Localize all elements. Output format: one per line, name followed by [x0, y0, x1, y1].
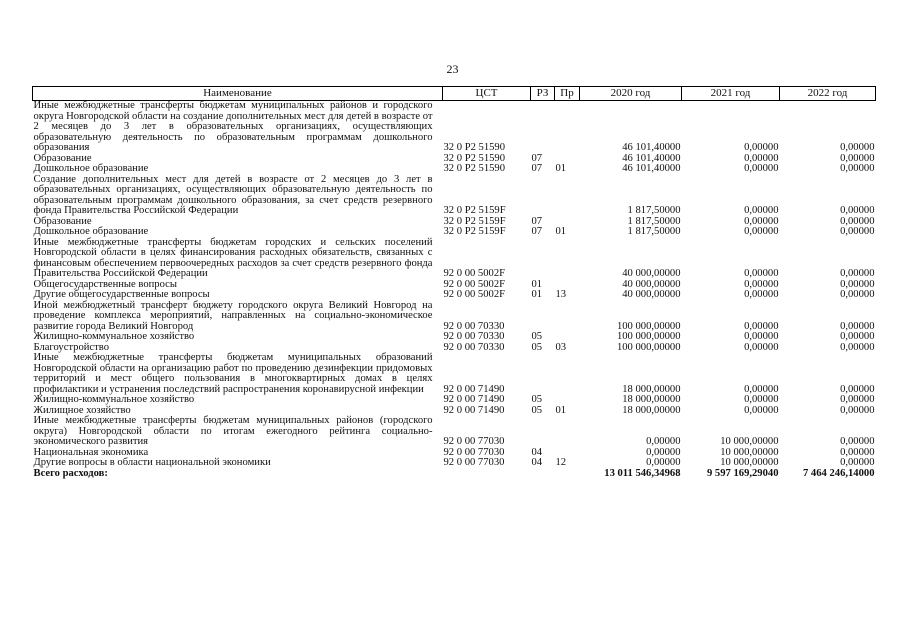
- cell-rz: [531, 238, 555, 280]
- cell-2020: 1 817,50000: [627, 215, 681, 227]
- cell-pr: 03: [555, 341, 567, 353]
- cell-pr: [555, 301, 580, 333]
- cell-name: Образование: [33, 215, 92, 227]
- cell-2021: 0,00000: [744, 289, 779, 300]
- cell-pr: [555, 416, 580, 448]
- cell-2021: 0,00000: [744, 163, 779, 174]
- cell-rz: 07: [531, 163, 543, 174]
- cell-rz: 04: [531, 446, 543, 458]
- cell-pr: 01: [555, 226, 567, 237]
- cell-2020: 40 000,00000: [622, 278, 681, 290]
- cell-2021: 0,00000: [744, 268, 779, 279]
- header-rz: РЗ: [531, 87, 555, 101]
- cell-2022: 0,00000: [840, 163, 875, 174]
- cell-2021: 0,00000: [744, 341, 779, 353]
- cell-name: Жилищно-коммунальное хозяйство: [33, 331, 195, 342]
- cell-2021: 0,00000: [744, 404, 779, 416]
- cell-cst: 92 0 00 70330: [443, 331, 505, 342]
- cell-2022: 0,00000: [840, 394, 875, 405]
- cell-2022: 0,00000: [840, 446, 875, 458]
- cell-2020: 0,00000: [646, 436, 681, 447]
- cell-name: Дошкольное образование: [33, 163, 149, 174]
- cell-cst: 32 0 P2 51590: [443, 152, 506, 164]
- header-2021: 2021 год: [682, 87, 780, 101]
- cell-2020: 40 000,00000: [622, 268, 681, 279]
- cell-2020: 18 000,00000: [622, 394, 681, 405]
- cell-cst: 92 0 00 5002F: [443, 268, 506, 279]
- total-2021: 9 597 169,29040: [706, 467, 779, 479]
- cell-2022: 0,00000: [840, 205, 875, 216]
- cell-2020: 46 101,40000: [622, 152, 681, 164]
- cell-2021: 0,00000: [744, 226, 779, 237]
- table-row: [33, 227, 876, 238]
- cell-2020: 18 000,00000: [622, 383, 681, 395]
- cell-rz: [531, 175, 555, 217]
- cell-cst: 92 0 00 71490: [443, 394, 505, 405]
- cell-2022: 0,00000: [840, 320, 875, 332]
- cell-rz: 05: [531, 331, 543, 342]
- table-body: [33, 101, 876, 469]
- cell-pr: 12: [555, 457, 567, 468]
- header-row: [33, 87, 876, 101]
- cell-2020: 100 000,00000: [616, 320, 681, 332]
- cell-rz: [531, 353, 555, 395]
- cell-2020: 46 101,40000: [622, 163, 681, 174]
- cell-pr: [555, 101, 580, 154]
- cell-name: Другие общегосударственные вопросы: [33, 289, 210, 300]
- cell-name: Иные межбюджетные трансферты бюджетам городских и сельских поселений Новгородской области в целях финансирования расходных обязательств, связанных с финансовым обеспечением первоочередных расходов за счет средств резервного фонда Правительства Российской Федерации: [33, 236, 433, 279]
- cell-pr: [555, 175, 580, 217]
- cell-2021: 0,00000: [744, 383, 779, 395]
- cell-rz: 04: [531, 457, 543, 468]
- cell-cst: 92 0 00 5002F: [443, 278, 506, 290]
- cell-rz: 05: [531, 404, 543, 416]
- cell-pr: [555, 395, 580, 406]
- cell-2022: 0,00000: [840, 341, 875, 353]
- cell-name: Иные межбюджетные трансферты бюджетам муниципальных образований Новгородской области на организацию работ по проведению дезинфекции придомовых территорий и мест общего пользования в многоквартирных домах в целях профилактики и устранения последствий распространения коронавирусной инфекции: [33, 352, 433, 395]
- header-2022: 2022 год: [780, 87, 876, 101]
- cell-cst: 92 0 00 77030: [443, 457, 505, 468]
- cell-rz: 01: [531, 278, 543, 290]
- cell-name: Другие вопросы в области национальной экономики: [33, 457, 271, 468]
- cell-2022: 0,00000: [840, 404, 875, 416]
- cell-rz: [531, 301, 555, 333]
- cell-cst: 92 0 00 70330: [443, 341, 505, 353]
- cell-2021: 0,00000: [744, 331, 779, 342]
- cell-pr: [555, 332, 580, 343]
- cell-2020: 46 101,40000: [622, 142, 681, 153]
- table-row: [33, 175, 876, 217]
- cell-name: Жилищно-коммунальное хозяйство: [33, 394, 195, 405]
- table-row: [33, 353, 876, 395]
- cell-2022: 0,00000: [840, 278, 875, 290]
- cell-rz: 01: [531, 289, 543, 300]
- cell-2021: 0,00000: [744, 152, 779, 164]
- cell-2022: 0,00000: [840, 383, 875, 395]
- page-number: 23: [446, 62, 459, 76]
- table-row: [33, 395, 876, 406]
- cell-pr: [555, 353, 580, 395]
- header-cst: ЦСТ: [443, 87, 531, 101]
- cell-2022: 0,00000: [840, 152, 875, 164]
- cell-name: Образование: [33, 152, 92, 164]
- total-cst: [443, 469, 531, 480]
- table-row: [33, 238, 876, 280]
- cell-2021: 10 000,00000: [720, 446, 779, 458]
- cell-rz: 05: [531, 341, 543, 353]
- total-pr: [555, 469, 580, 480]
- cell-cst: 32 0 P2 51590: [443, 142, 506, 153]
- cell-2020: 1 817,50000: [627, 205, 681, 216]
- cell-2021: 0,00000: [744, 278, 779, 290]
- cell-2022: 0,00000: [840, 436, 875, 447]
- cell-cst: 32 0 P2 5159F: [443, 226, 506, 237]
- header-name: Наименование: [33, 87, 443, 101]
- cell-2021: 10 000,00000: [720, 436, 779, 447]
- cell-rz: 07: [531, 152, 543, 164]
- table-row: [33, 164, 876, 175]
- cell-2020: 100 000,00000: [616, 341, 681, 353]
- cell-cst: 32 0 P2 5159F: [443, 215, 506, 227]
- cell-cst: 92 0 00 71490: [443, 404, 505, 416]
- cell-2022: 0,00000: [840, 289, 875, 300]
- cell-cst: 32 0 P2 51590: [443, 163, 506, 174]
- cell-name: Общегосударственные вопросы: [33, 278, 177, 290]
- cell-pr: 13: [555, 289, 567, 300]
- cell-2022: 0,00000: [840, 457, 875, 468]
- cell-name: Благоустройство: [33, 341, 109, 353]
- cell-2021: 0,00000: [744, 205, 779, 216]
- cell-name: Иные межбюджетные трансферты бюджетам муниципальных районов и городского округа Новгородской области на создание дополнительных мест для детей в возрасте от 2 месяцев до 3 лет в образовательных организациях, осуществляющих образовательную деятельность по образовательным программам дошкольного образования: [33, 100, 433, 153]
- cell-name: Жилищное хозяйство: [33, 404, 131, 416]
- cell-name: Иной межбюджетный трансферт бюджету городского округа Великий Новгород на проведение комплекса мероприятий, направленных на социально-экономическое развитие города Великий Новгород: [33, 299, 433, 332]
- cell-cst: 92 0 00 5002F: [443, 289, 506, 300]
- cell-cst: 32 0 P2 5159F: [443, 205, 506, 216]
- cell-2021: 0,00000: [744, 320, 779, 332]
- cell-2020: 40 000,00000: [622, 289, 681, 300]
- header-2020: 2020 год: [580, 87, 682, 101]
- cell-cst: 92 0 00 70330: [443, 320, 505, 332]
- cell-2020: 18 000,00000: [622, 404, 681, 416]
- budget-table: [32, 86, 876, 479]
- cell-rz: [531, 101, 555, 154]
- cell-name: Создание дополнительных мест для детей в возрасте от 2 месяцев до 3 лет в образовательных организациях, осуществляющих образовательную деятельность по образовательным программам дошкольного образования, за счет средств резервного фонда Правительства Российской Федерации: [33, 173, 433, 216]
- total-rz: [531, 469, 555, 480]
- cell-name: Иные межбюджетные трансферты бюджетам муниципальных районов (городского округа) Новгородской области по итогам ежегодного рейтинга социально-экономического развития: [33, 415, 433, 447]
- cell-2020: 0,00000: [646, 457, 681, 468]
- cell-rz: 07: [531, 226, 543, 237]
- table-row: [33, 416, 876, 448]
- table-row: [33, 101, 876, 154]
- cell-name: Дошкольное образование: [33, 226, 149, 237]
- cell-cst: 92 0 00 77030: [443, 446, 505, 458]
- cell-2020: 1 817,50000: [627, 226, 681, 237]
- cell-2020: 100 000,00000: [616, 331, 681, 342]
- total-2020: 13 011 546,34968: [604, 467, 681, 479]
- cell-pr: 01: [555, 163, 567, 174]
- cell-rz: [531, 416, 555, 448]
- cell-2021: 0,00000: [744, 142, 779, 153]
- cell-rz: 07: [531, 215, 543, 227]
- cell-cst: 92 0 00 77030: [443, 436, 505, 447]
- table-row: [33, 290, 876, 301]
- cell-2021: 0,00000: [744, 215, 779, 227]
- cell-2022: 0,00000: [840, 215, 875, 227]
- cell-name: Национальная экономика: [33, 446, 149, 458]
- cell-2021: 10 000,00000: [720, 457, 779, 468]
- cell-2022: 0,00000: [840, 268, 875, 279]
- total-row: [33, 469, 876, 480]
- total-label: Всего расходов:: [33, 467, 108, 479]
- header-pr: Пр: [555, 87, 580, 101]
- cell-pr: [555, 238, 580, 280]
- table-row: [33, 332, 876, 343]
- cell-pr: 01: [555, 404, 567, 416]
- cell-2022: 0,00000: [840, 226, 875, 237]
- table-row: [33, 458, 876, 469]
- cell-2020: 0,00000: [646, 446, 681, 458]
- cell-2022: 0,00000: [840, 142, 875, 153]
- cell-2022: 0,00000: [840, 331, 875, 342]
- cell-rz: 05: [531, 394, 543, 405]
- cell-cst: 92 0 00 71490: [443, 383, 505, 395]
- cell-2021: 0,00000: [744, 394, 779, 405]
- table-row: [33, 301, 876, 333]
- total-2022: 7 464 246,14000: [802, 467, 875, 479]
